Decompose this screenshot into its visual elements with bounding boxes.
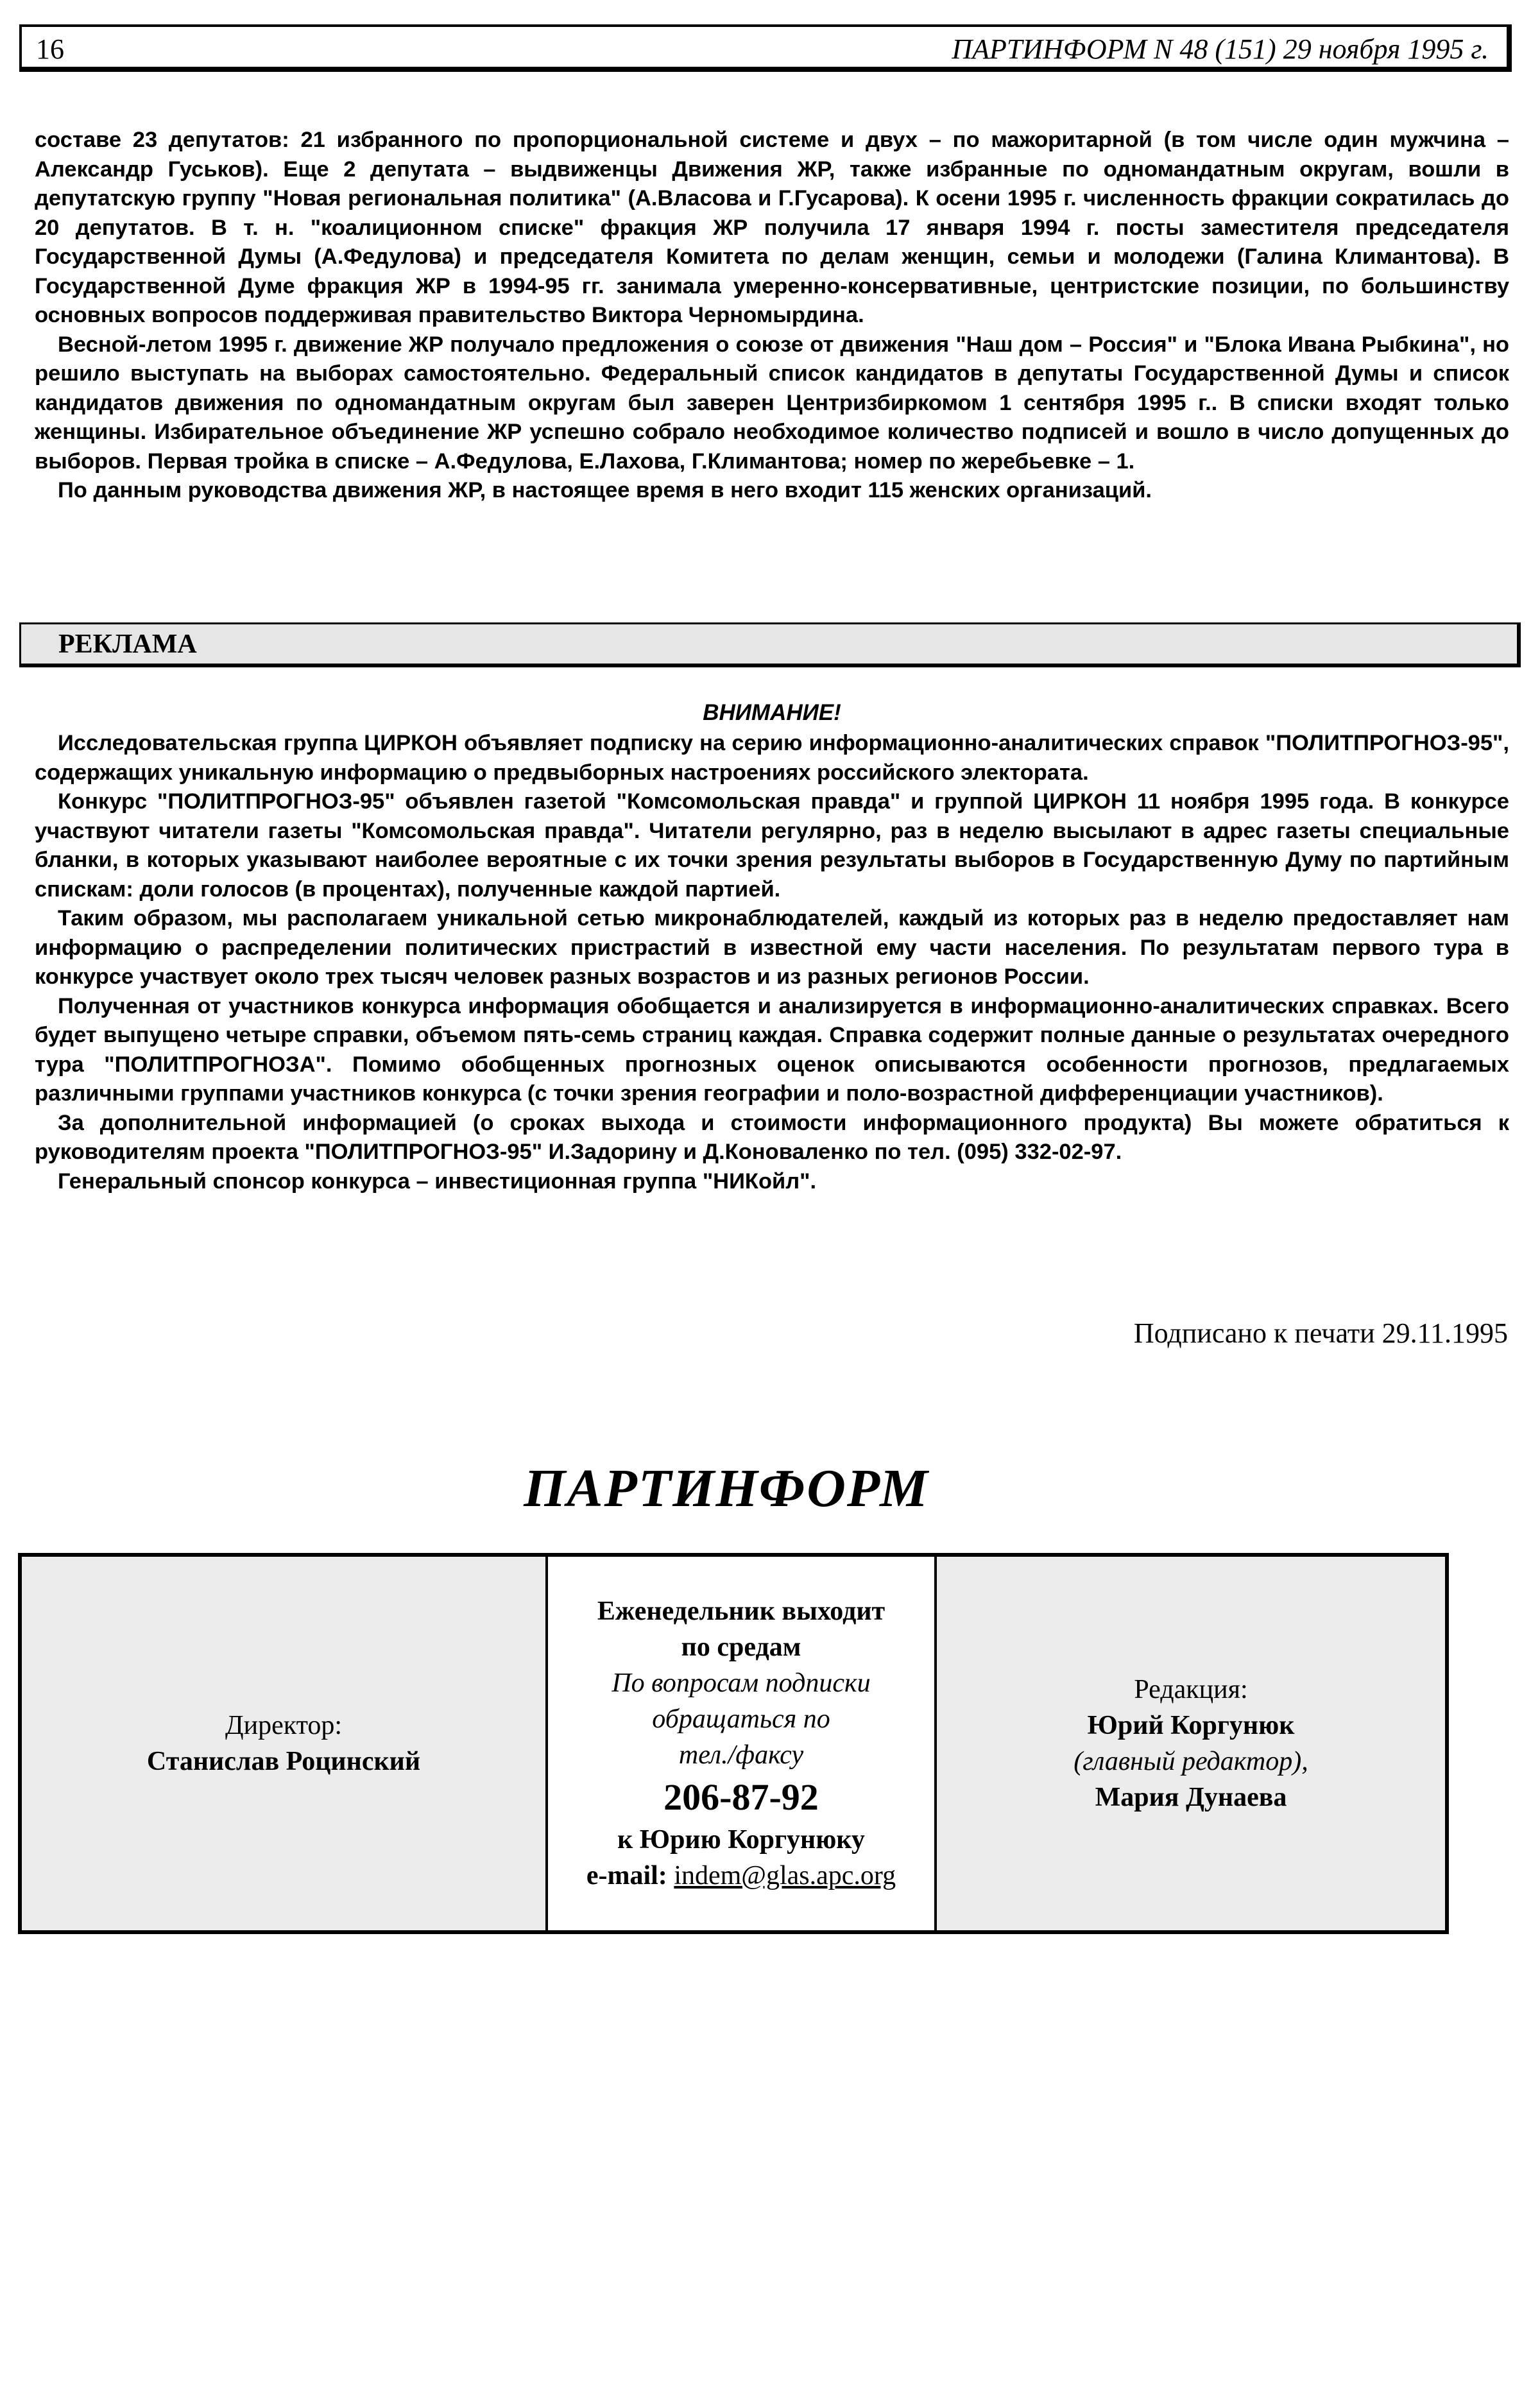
article-paragraph: Весной-летом 1995 г. движение ЖР получало предложения о союзе от движения "Наш дом – Россия" и "Блока Ивана Рыбкина", но решило выступать на выборах самостоятельно. Федеральный список кандидатов в депутаты Государственной Думы и список кандидатов движения по одномандатным округам был заверен Центризбиркомом 1 сентября 1995 г.. В списки входят только женщины. Избирательное объединение ЖР успешно собрало необходимое количество подписей и вошло в число допущенных до выборов. Первая тройка в списке – А.Федулова, Е.Лахова, Г.Климантова; номер по жеребьевке – 1. — [35, 332, 1509, 474]
ad-paragraph: Таким образом, мы располагаем уникальной сетью микронаблюдателей, каждый из которых раз в неделю предоставляет нам информацию о распределении политических пристрастий в известной ему части населения. По результатам первого тура в конкурсе участвует около трех тысяч человек разных возрастов и из разных регионов России. — [35, 906, 1509, 989]
schedule-line: Еженедельник выходит — [597, 1597, 886, 1626]
section-header-advertising — [19, 622, 1521, 667]
section-title: РЕКЛАМА — [58, 630, 197, 659]
signed-to-print: Подписано к печати 29.11.1995 — [1133, 1317, 1508, 1349]
editorial-label: Редакция: — [1134, 1675, 1248, 1704]
subscribe-line: обращаться по — [652, 1704, 830, 1734]
article-body — [35, 126, 1509, 506]
director-name: Станислав Роцинский — [146, 1747, 421, 1776]
issue-title: ПАРТИНФОРМ N 48 (151) 29 ноября 1995 г. — [952, 33, 1489, 65]
editor-name: Юрий Коргунюк — [1087, 1711, 1295, 1740]
ad-body — [35, 729, 1509, 1196]
ad-paragraph: За дополнительной информацией (о сроках выхода и стоимости информационного продукта) Вы можете обратиться к руководителям проекта "ПОЛИТПРОГНОЗ-95" И.Задорину и Д.Коноваленко по тел. (095) 332-02-97. — [35, 1110, 1509, 1164]
ad-paragraph: Генеральный спонсор конкурса – инвестиционная группа "НИКойл". — [58, 1169, 817, 1194]
ad-paragraph: Конкурс "ПОЛИТПРОГНОЗ-95" объявлен газетой "Комсомольская правда" и группой ЦИРКОН 11 ноября 1995 года. В конкурсе участвуют читатели газеты "Комсомольская правда". Читатели регулярно, раз в неделю высылают в адрес газеты специальные бланки, в которых указывают наиболее вероятные с их точки зрения результаты выборов в Государственную Думу по партийным спискам: доли голосов (в процентах), полученные каждой партией. — [35, 789, 1509, 902]
article-paragraph: По данным руководства движения ЖР, в настоящее время в него входит 115 женских организаций. — [58, 478, 1152, 502]
email-link[interactable]: indem@glas.apc.org — [674, 1861, 896, 1890]
masthead: ПАРТИНФОРМ — [524, 1459, 929, 1518]
imprint-table — [18, 1553, 1449, 1934]
schedule-line: по средам — [681, 1632, 801, 1662]
editor2-name: Мария Дунаева — [1095, 1783, 1287, 1812]
editorial-cell — [937, 1557, 1445, 1930]
director-cell — [22, 1557, 548, 1930]
page-header — [19, 24, 1512, 72]
director-label: Директор: — [225, 1711, 343, 1740]
phone-number: 206-87-92 — [663, 1776, 819, 1818]
editor-role: (главный редактор), — [1074, 1747, 1308, 1776]
ad-paragraph: Исследовательская группа ЦИРКОН объявляет подписку на серию информационно-аналитических справок "ПОЛИТПРОГНОЗ-95", содержащих уникальную информацию о предвыборных настроениях российского электората. — [35, 731, 1509, 785]
article-paragraph: составе 23 депутатов: 21 избранного по пропорциональной системе и двух – по мажоритарной (в том числе один мужчина – Александр Гуськов). Еще 2 депутата – выдвиженцы Движения ЖР, также избранные по одномандатным округам, вошли в депутатскую группу "Новая региональная политика" (А.Власова и Г.Гусарова). К осени 1995 г. численность фракции сократилась до 20 депутатов. В т. н. "коалиционном списке" фракция ЖР получила 17 января 1994 г. посты заместителя председателя Государственной Думы (А.Федулова) и председателя Комитета по делам женщин, семьи и молодежи (Галина Климантова). В Государственной Думе фракция ЖР в 1994-95 гг. занимала умеренно-консервативные, центристские позиции, по большинству основных вопросов поддерживая правительство Виктора Черномырдина. — [35, 128, 1509, 327]
subscribe-line: По вопросам подписки — [612, 1668, 871, 1698]
ad-paragraph: Полученная от участников конкурса информация обобщается и анализируется в информационно-аналитических справках. Всего будет выпущено четыре справки, объемом пять-семь страниц каждая. Справка содержит полные данные о результатах очередного тура "ПОЛИТПРОГНОЗА". Помимо обобщенных прогнозных оценок описываются особенности прогнозов, предлагаемых различными группами участников конкурса (с точки зрения географии и поло-возрастной дифференциации участников). — [35, 993, 1509, 1106]
email-label: e-mail: — [586, 1861, 667, 1890]
subscribe-line: тел./факсу — [678, 1740, 804, 1770]
email-line — [586, 1858, 896, 1894]
page-number: 16 — [36, 33, 64, 65]
subscription-cell — [548, 1557, 937, 1930]
contact-name: к Юрию Коргунюку — [617, 1825, 865, 1855]
ad-heading: ВНИМАНИЕ! — [703, 700, 841, 725]
